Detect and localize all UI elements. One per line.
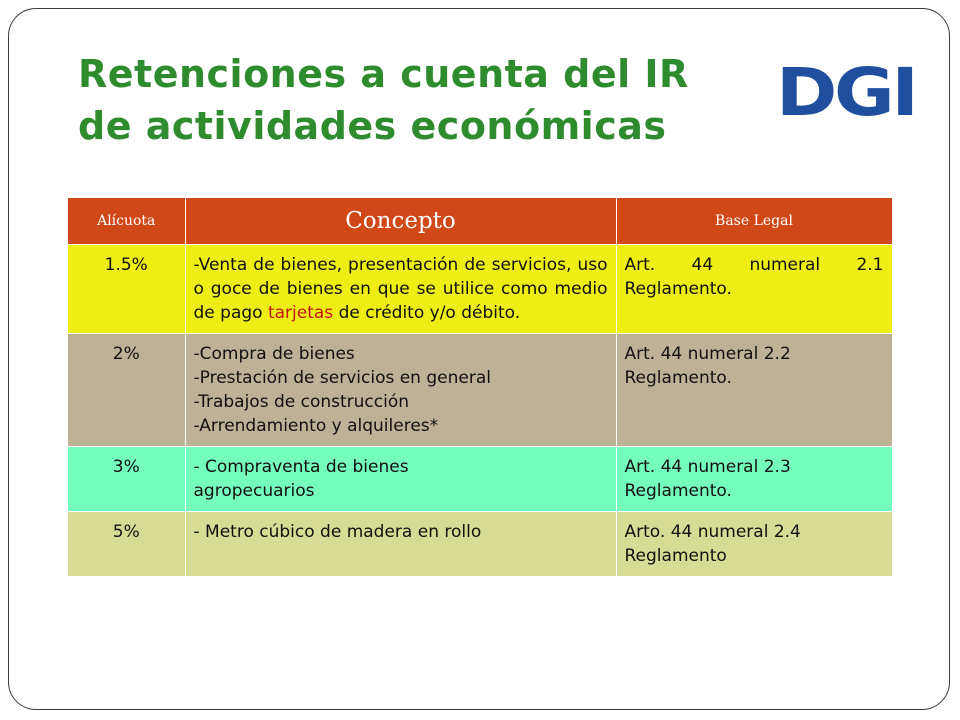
retention-rates-table [68,198,893,576]
rate-cell: 5% [68,512,185,577]
legal-cell [616,334,892,447]
header-concepto: Concepto [185,198,616,245]
legal-cell: Art. 44 numeral 2.1 Reglamento. [616,245,892,334]
table-row [68,334,892,447]
legal-cell [616,512,892,577]
legal-line: Reglamento. [624,368,732,388]
concept-line: - Compraventa de bienes [193,457,409,477]
header-base-legal: Base Legal [616,198,892,245]
legal-line: Art. 44 numeral 2.2 [624,344,791,364]
legal-cell [616,447,892,512]
rate-cell: 2% [68,334,185,447]
dgi-logo: DGI [776,54,916,131]
concept-line: -Arrendamiento y alquileres* [193,416,439,436]
legal-line: Art. 44 numeral 2.3 [624,457,791,477]
concept-text-end: de crédito y/o débito. [333,303,521,323]
table-row [68,447,892,512]
concept-cell [185,334,616,447]
header-alicuota: Alícuota [68,198,185,245]
slide-title [78,48,689,152]
concept-cell: - Metro cúbico de madera en rollo [185,512,616,577]
table-header-row [68,198,892,245]
legal-line: Reglamento. [624,481,732,501]
concept-text: -Venta de bienes, presentación de servicios, uso o goce de bienes en que se utilice como medio de pago [193,255,608,323]
concept-line: agropecuarios [193,481,315,501]
table-row [68,245,892,334]
concept-line: -Trabajos de construcción [193,392,410,412]
table-row [68,512,892,577]
legal-line: Arto. 44 numeral 2.4 [624,522,801,542]
concept-line: -Prestación de servicios en general [193,368,491,388]
legal-line: Reglamento [624,546,727,566]
slide-title-line-2: de actividades económicas [78,104,667,148]
rate-cell: 3% [68,447,185,512]
concept-cell [185,245,616,334]
rate-cell: 1.5% [68,245,185,334]
slide-title-line-1: Retenciones a cuenta del IR [78,52,689,96]
concept-line: -Compra de bienes [193,344,355,364]
concept-cell [185,447,616,512]
concept-highlight: tarjetas [267,303,334,323]
